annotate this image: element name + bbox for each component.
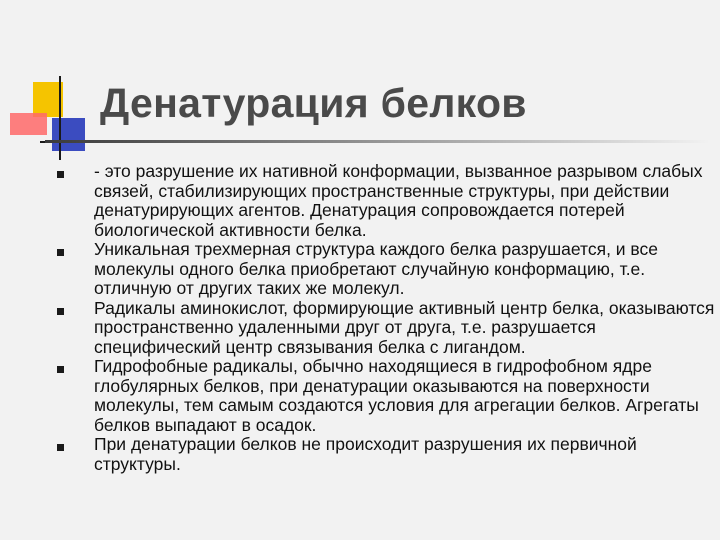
bullet-item	[57, 240, 717, 299]
bullet-item	[57, 299, 717, 358]
bullet-list	[57, 162, 717, 474]
square-bullet-icon	[57, 444, 64, 451]
yellow-square	[33, 82, 63, 117]
square-bullet-icon	[57, 366, 64, 373]
bullet-item	[57, 435, 717, 474]
bullet-text: Гидрофобные радикалы, обычно находящиеся в гидрофобном ядре глобулярных белков, при денатурации оказываются на поверхности молекулы, тем самым создаются условия для агрегации белков. Агрегаты белков выпадают в осадок.	[94, 356, 699, 435]
square-bullet-icon	[57, 171, 64, 178]
bullet-item	[57, 162, 717, 240]
bullet-text: При денатурации белков не происходит разрушения их первичной структуры.	[94, 434, 637, 474]
bullet-text: Уникальная трехмерная структура каждого белка разрушается, и все молекулы одного белка приобретают случайную конформацию, т.е. отличную от других таких же молекул.	[94, 239, 659, 298]
square-bullet-icon	[57, 308, 64, 315]
square-bullet-icon	[57, 249, 64, 256]
title-underline	[45, 139, 710, 144]
bullet-text: Радикалы аминокислот, формирующие активный центр белка, оказываются пространственно удаленными друг от друга, т.е. разрушается специфический центр связывания белка с лигандом.	[94, 297, 715, 357]
blue-square	[52, 118, 85, 151]
slide-title: Денатурация белков	[100, 80, 527, 126]
bullet-text: - это разрушение их нативной конформации, вызванное разрывом слабых связей, стабилизирующих пространственные структуры, при действии денатурирующих агентов. Денатурация сопровождается потерей биологической активности белка.	[94, 161, 703, 240]
bullet-item	[57, 357, 717, 435]
red-square	[10, 113, 47, 135]
decorative-squares-graphic	[0, 0, 100, 170]
